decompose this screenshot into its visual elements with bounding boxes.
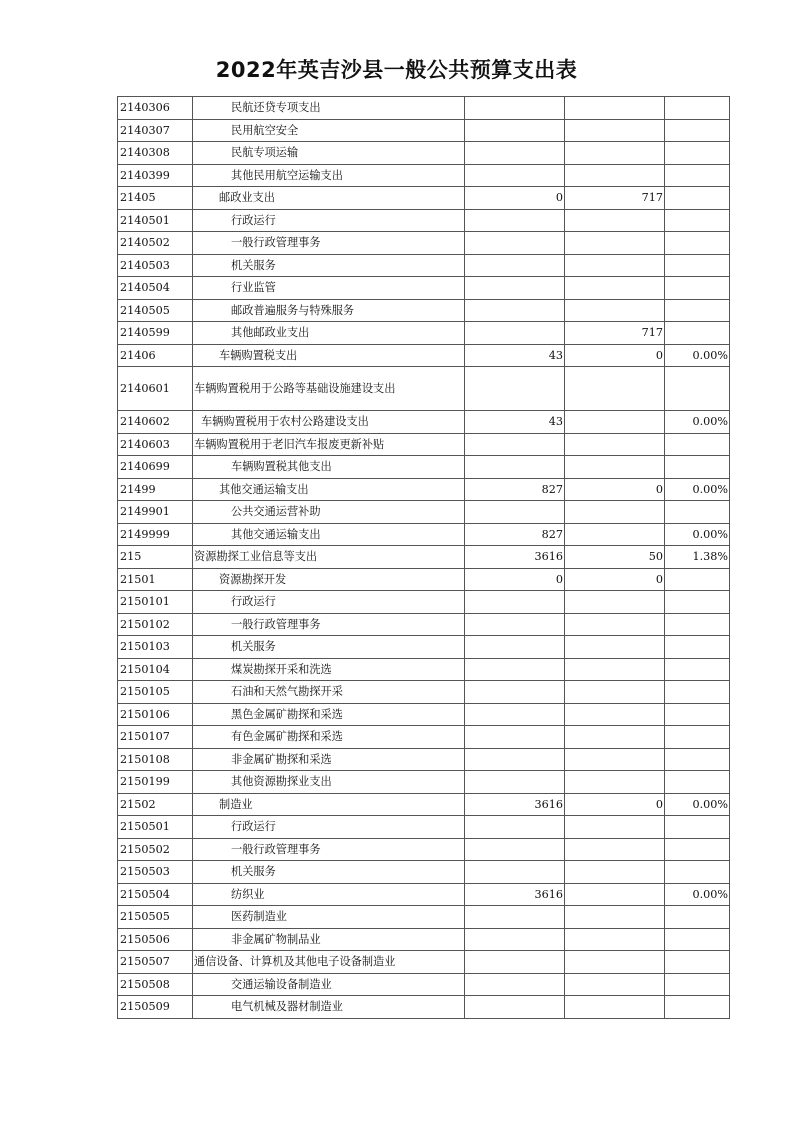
row-value-c — [665, 254, 730, 277]
row-value-a — [465, 613, 565, 636]
row-name: 车辆购置税用于农村公路建设支出 — [193, 411, 465, 434]
table-row — [118, 591, 730, 614]
row-code: 2140699 — [118, 456, 193, 479]
row-value-c — [665, 996, 730, 1019]
row-name: 一般行政管理事务 — [193, 613, 465, 636]
row-value-a — [465, 816, 565, 839]
row-name: 行政运行 — [193, 816, 465, 839]
row-code: 2150508 — [118, 973, 193, 996]
row-value-a — [465, 771, 565, 794]
row-value-a — [465, 164, 565, 187]
row-code: 2140399 — [118, 164, 193, 187]
row-value-b — [565, 996, 665, 1019]
row-code: 2140505 — [118, 299, 193, 322]
table-row — [118, 433, 730, 456]
table-row — [118, 906, 730, 929]
row-value-b — [565, 816, 665, 839]
row-code: 2150501 — [118, 816, 193, 839]
row-value-c — [665, 636, 730, 659]
row-name: 有色金属矿勘探和采选 — [193, 726, 465, 749]
row-value-a — [465, 928, 565, 951]
row-value-c — [665, 816, 730, 839]
row-value-c — [665, 613, 730, 636]
row-value-c — [665, 771, 730, 794]
table-row — [118, 164, 730, 187]
table-row — [118, 209, 730, 232]
row-name: 交通运输设备制造业 — [193, 973, 465, 996]
row-value-b: 0 — [565, 478, 665, 501]
row-value-b: 717 — [565, 322, 665, 345]
row-value-a: 43 — [465, 344, 565, 367]
row-name: 车辆购置税用于老旧汽车报废更新补贴 — [193, 433, 465, 456]
row-value-b — [565, 861, 665, 884]
table-row — [118, 883, 730, 906]
row-value-a: 0 — [465, 568, 565, 591]
table-row — [118, 456, 730, 479]
row-value-c: 0.00% — [665, 523, 730, 546]
row-value-c — [665, 838, 730, 861]
row-code: 2150506 — [118, 928, 193, 951]
row-value-c — [665, 299, 730, 322]
row-name: 煤炭勘探开采和洗选 — [193, 658, 465, 681]
row-code: 2150107 — [118, 726, 193, 749]
row-name: 邮政业支出 — [193, 187, 465, 210]
row-code: 2140306 — [118, 97, 193, 120]
table-row — [118, 478, 730, 501]
row-name: 机关服务 — [193, 636, 465, 659]
table-row — [118, 411, 730, 434]
row-value-a — [465, 254, 565, 277]
row-code: 21405 — [118, 187, 193, 210]
row-name: 其他交通运输支出 — [193, 523, 465, 546]
row-code: 2150199 — [118, 771, 193, 794]
row-value-a: 3616 — [465, 546, 565, 569]
row-value-b — [565, 456, 665, 479]
row-code: 2140307 — [118, 119, 193, 142]
row-name: 公共交通运营补助 — [193, 501, 465, 524]
row-value-c — [665, 433, 730, 456]
row-value-b: 0 — [565, 568, 665, 591]
row-value-a: 3616 — [465, 883, 565, 906]
row-code: 2140501 — [118, 209, 193, 232]
table-row — [118, 748, 730, 771]
table-row — [118, 681, 730, 704]
row-value-c — [665, 703, 730, 726]
row-code: 2150106 — [118, 703, 193, 726]
row-value-b — [565, 254, 665, 277]
table-row — [118, 703, 730, 726]
row-name: 其他民用航空运输支出 — [193, 164, 465, 187]
table-row — [118, 142, 730, 165]
row-value-c — [665, 906, 730, 929]
row-value-c — [665, 928, 730, 951]
row-code: 2150509 — [118, 996, 193, 1019]
row-code: 2150105 — [118, 681, 193, 704]
row-name: 行政运行 — [193, 209, 465, 232]
row-value-c: 0.00% — [665, 883, 730, 906]
row-code: 2150103 — [118, 636, 193, 659]
row-value-c: 0.00% — [665, 344, 730, 367]
row-name: 电气机械及器材制造业 — [193, 996, 465, 1019]
table-row — [118, 97, 730, 120]
row-value-b — [565, 501, 665, 524]
table-row — [118, 613, 730, 636]
row-value-c — [665, 119, 730, 142]
row-code: 2149999 — [118, 523, 193, 546]
row-value-a — [465, 838, 565, 861]
row-name: 其他邮政业支出 — [193, 322, 465, 345]
table-row — [118, 928, 730, 951]
row-value-b: 717 — [565, 187, 665, 210]
row-value-c — [665, 591, 730, 614]
row-value-c — [665, 681, 730, 704]
row-name: 车辆购置税支出 — [193, 344, 465, 367]
row-value-c: 1.38% — [665, 546, 730, 569]
row-value-b — [565, 523, 665, 546]
row-code: 215 — [118, 546, 193, 569]
budget-table — [117, 96, 730, 1019]
row-name: 行业监管 — [193, 277, 465, 300]
row-name: 车辆购置税其他支出 — [193, 456, 465, 479]
table-row — [118, 299, 730, 322]
row-name: 通信设备、计算机及其他电子设备制造业 — [193, 951, 465, 974]
row-value-a — [465, 973, 565, 996]
row-value-b — [565, 906, 665, 929]
row-value-a — [465, 591, 565, 614]
row-name: 资源勘探开发 — [193, 568, 465, 591]
row-code: 2150504 — [118, 883, 193, 906]
row-value-a — [465, 277, 565, 300]
row-name: 民用航空安全 — [193, 119, 465, 142]
row-value-b — [565, 681, 665, 704]
row-code: 2140308 — [118, 142, 193, 165]
row-value-a: 827 — [465, 523, 565, 546]
row-value-c — [665, 187, 730, 210]
table-row — [118, 636, 730, 659]
row-name: 制造业 — [193, 793, 465, 816]
row-value-b — [565, 613, 665, 636]
row-value-a — [465, 951, 565, 974]
row-value-c — [665, 748, 730, 771]
row-code: 2150102 — [118, 613, 193, 636]
row-value-c — [665, 973, 730, 996]
row-value-b — [565, 928, 665, 951]
row-value-b — [565, 277, 665, 300]
row-code: 2140599 — [118, 322, 193, 345]
row-name: 黑色金属矿勘探和采选 — [193, 703, 465, 726]
row-value-b — [565, 367, 665, 411]
row-value-b — [565, 658, 665, 681]
row-value-a — [465, 232, 565, 255]
row-name: 车辆购置税用于公路等基础设施建设支出 — [193, 367, 465, 411]
row-value-a — [465, 322, 565, 345]
row-value-b — [565, 703, 665, 726]
row-value-a — [465, 636, 565, 659]
row-value-c — [665, 164, 730, 187]
row-value-c: 0.00% — [665, 478, 730, 501]
row-code: 2150503 — [118, 861, 193, 884]
row-value-b — [565, 209, 665, 232]
row-value-a — [465, 996, 565, 1019]
row-code: 2140601 — [118, 367, 193, 411]
table-row — [118, 771, 730, 794]
row-code: 2150104 — [118, 658, 193, 681]
table-row — [118, 277, 730, 300]
row-value-a — [465, 906, 565, 929]
row-value-b — [565, 838, 665, 861]
row-name: 医药制造业 — [193, 906, 465, 929]
row-value-b — [565, 411, 665, 434]
row-code: 2150502 — [118, 838, 193, 861]
table-row — [118, 523, 730, 546]
row-name: 其他交通运输支出 — [193, 478, 465, 501]
row-code: 2140603 — [118, 433, 193, 456]
row-name: 行政运行 — [193, 591, 465, 614]
row-value-b: 50 — [565, 546, 665, 569]
row-name: 邮政普遍服务与特殊服务 — [193, 299, 465, 322]
row-name: 民航专项运输 — [193, 142, 465, 165]
row-name: 机关服务 — [193, 861, 465, 884]
row-value-c — [665, 209, 730, 232]
table-row — [118, 501, 730, 524]
row-code: 21502 — [118, 793, 193, 816]
row-value-c — [665, 951, 730, 974]
row-value-b — [565, 636, 665, 659]
row-value-b — [565, 748, 665, 771]
row-code: 2150101 — [118, 591, 193, 614]
row-code: 21406 — [118, 344, 193, 367]
row-value-c: 0.00% — [665, 793, 730, 816]
row-value-a — [465, 367, 565, 411]
row-name: 一般行政管理事务 — [193, 838, 465, 861]
row-value-a: 43 — [465, 411, 565, 434]
row-name: 石油和天然气勘探开采 — [193, 681, 465, 704]
table-row — [118, 254, 730, 277]
table-row — [118, 322, 730, 345]
row-name: 资源勘探工业信息等支出 — [193, 546, 465, 569]
row-value-a — [465, 658, 565, 681]
row-value-a — [465, 299, 565, 322]
row-value-c — [665, 501, 730, 524]
row-value-c — [665, 367, 730, 411]
row-code: 2140503 — [118, 254, 193, 277]
row-code: 2150507 — [118, 951, 193, 974]
row-value-c — [665, 658, 730, 681]
row-value-b — [565, 591, 665, 614]
row-value-b — [565, 142, 665, 165]
page-title: 2022年英吉沙县一般公共预算支出表 — [215, 58, 578, 82]
row-value-b — [565, 119, 665, 142]
row-code: 2149901 — [118, 501, 193, 524]
table-row — [118, 367, 730, 411]
row-value-b: 0 — [565, 344, 665, 367]
row-name: 纺织业 — [193, 883, 465, 906]
table-row — [118, 546, 730, 569]
table-row — [118, 119, 730, 142]
row-value-a — [465, 501, 565, 524]
table-row — [118, 344, 730, 367]
row-value-a — [465, 703, 565, 726]
row-value-a — [465, 209, 565, 232]
row-value-b — [565, 973, 665, 996]
row-value-b — [565, 726, 665, 749]
budget-table-body — [118, 97, 730, 1019]
row-value-a — [465, 119, 565, 142]
table-row — [118, 951, 730, 974]
row-value-a: 0 — [465, 187, 565, 210]
row-value-c — [665, 861, 730, 884]
table-row — [118, 568, 730, 591]
row-value-b — [565, 771, 665, 794]
row-value-a — [465, 456, 565, 479]
row-name: 一般行政管理事务 — [193, 232, 465, 255]
row-value-a — [465, 142, 565, 165]
row-value-b — [565, 232, 665, 255]
row-value-c — [665, 568, 730, 591]
row-value-a — [465, 726, 565, 749]
row-name: 其他资源勘探业支出 — [193, 771, 465, 794]
row-value-b — [565, 433, 665, 456]
table-row — [118, 232, 730, 255]
table-row — [118, 187, 730, 210]
table-row — [118, 838, 730, 861]
row-value-a — [465, 861, 565, 884]
row-value-c — [665, 456, 730, 479]
row-value-a — [465, 748, 565, 771]
table-row — [118, 793, 730, 816]
row-value-c — [665, 142, 730, 165]
table-row — [118, 726, 730, 749]
row-value-a — [465, 681, 565, 704]
row-value-c — [665, 97, 730, 120]
table-row — [118, 973, 730, 996]
row-value-c — [665, 322, 730, 345]
row-value-b — [565, 951, 665, 974]
row-code: 21499 — [118, 478, 193, 501]
table-row — [118, 861, 730, 884]
row-value-b: 0 — [565, 793, 665, 816]
row-value-c — [665, 277, 730, 300]
row-value-c — [665, 232, 730, 255]
row-name: 非金属矿勘探和采选 — [193, 748, 465, 771]
row-value-a: 827 — [465, 478, 565, 501]
row-value-a — [465, 433, 565, 456]
row-code: 21501 — [118, 568, 193, 591]
row-value-c: 0.00% — [665, 411, 730, 434]
row-code: 2140602 — [118, 411, 193, 434]
row-value-a — [465, 97, 565, 120]
row-value-b — [565, 299, 665, 322]
row-name: 非金属矿物制品业 — [193, 928, 465, 951]
row-value-b — [565, 883, 665, 906]
row-code: 2150108 — [118, 748, 193, 771]
row-code: 2140504 — [118, 277, 193, 300]
table-row — [118, 658, 730, 681]
row-name: 机关服务 — [193, 254, 465, 277]
row-code: 2150505 — [118, 906, 193, 929]
row-value-b — [565, 97, 665, 120]
row-value-a: 3616 — [465, 793, 565, 816]
row-value-b — [565, 164, 665, 187]
table-row — [118, 816, 730, 839]
row-value-c — [665, 726, 730, 749]
row-code: 2140502 — [118, 232, 193, 255]
table-row — [118, 996, 730, 1019]
row-name: 民航还贷专项支出 — [193, 97, 465, 120]
